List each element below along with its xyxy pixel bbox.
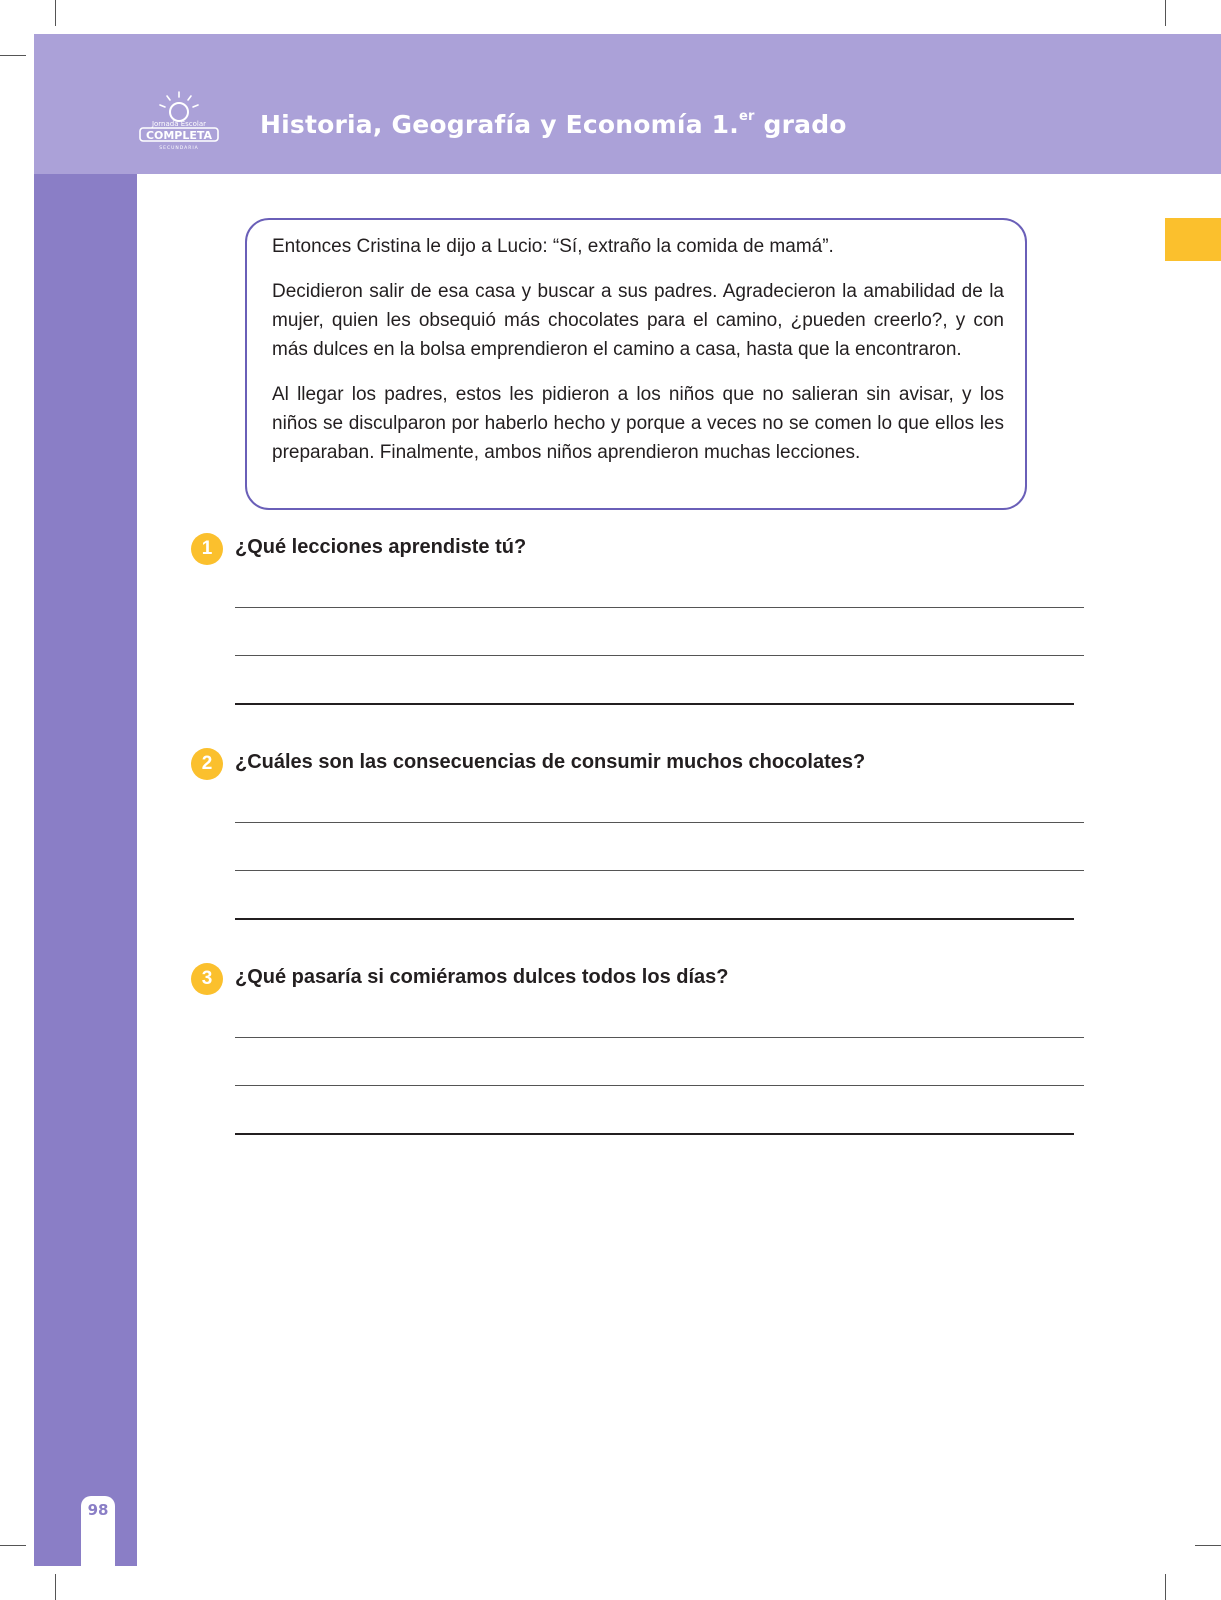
sun-logo-icon bbox=[138, 90, 220, 156]
page-number: 98 bbox=[87, 1501, 109, 1519]
logo-text-main: COMPLETA bbox=[145, 129, 213, 142]
story-paragraph: Entonces Cristina le dijo a Lucio: “Sí, extraño la comida de mamá”. bbox=[272, 236, 834, 257]
story-box bbox=[245, 218, 1027, 510]
answer-line[interactable] bbox=[235, 607, 1084, 608]
answer-line[interactable] bbox=[235, 1037, 1084, 1038]
question-number-badge: 1 bbox=[191, 533, 223, 565]
answer-line[interactable] bbox=[235, 1133, 1074, 1135]
logo-text-bottom: SECUNDARIA bbox=[159, 146, 199, 151]
question-number-badge: 2 bbox=[191, 748, 223, 780]
answer-line[interactable] bbox=[235, 655, 1084, 656]
answer-line[interactable] bbox=[235, 822, 1084, 823]
answer-line[interactable] bbox=[235, 918, 1074, 920]
title-end: grado bbox=[754, 110, 847, 139]
crop-mark bbox=[55, 1574, 56, 1600]
question-text: ¿Qué lecciones aprendiste tú? bbox=[235, 536, 527, 558]
question-text: ¿Cuáles son las consecuencias de consumir muchos chocolates? bbox=[235, 751, 866, 773]
answer-line[interactable] bbox=[235, 1085, 1084, 1086]
answer-line[interactable] bbox=[235, 870, 1084, 871]
crop-mark bbox=[0, 1545, 26, 1546]
question-number-badge: 3 bbox=[191, 963, 223, 995]
story-paragraph: Al llegar los padres, estos les pidieron a los niños que no salieran sin avisar, y los niños se disculparon por haberlo hecho y porque a veces no se comen lo que ellos les preparaban. Finalmente, ambos niños aprendieron muchas lecciones. bbox=[272, 384, 1004, 463]
answer-line[interactable] bbox=[235, 703, 1074, 705]
page-title bbox=[260, 110, 847, 144]
logo-text-top: Jornada Escolar bbox=[151, 120, 207, 128]
title-superscript: er bbox=[738, 108, 755, 124]
crop-mark bbox=[1165, 1574, 1166, 1600]
question-text: ¿Qué pasaría si comiéramos dulces todos los días? bbox=[235, 966, 729, 988]
title-main: Historia, Geografía y Economía 1. bbox=[260, 110, 739, 139]
crop-mark bbox=[1165, 0, 1166, 26]
crop-mark bbox=[0, 55, 26, 56]
left-sidebar bbox=[34, 174, 137, 1566]
section-tab bbox=[1165, 218, 1221, 261]
crop-mark bbox=[55, 0, 56, 26]
crop-mark bbox=[1195, 1545, 1221, 1546]
story-paragraph: Decidieron salir de esa casa y buscar a sus padres. Agradecieron la amabilidad de la mujer, quien les obsequió más chocolates para el camino, ¿pueden creerlo?, y con más dulces en la bolsa emprendieron el camino a casa, hasta que la encontraron. bbox=[272, 281, 1004, 360]
